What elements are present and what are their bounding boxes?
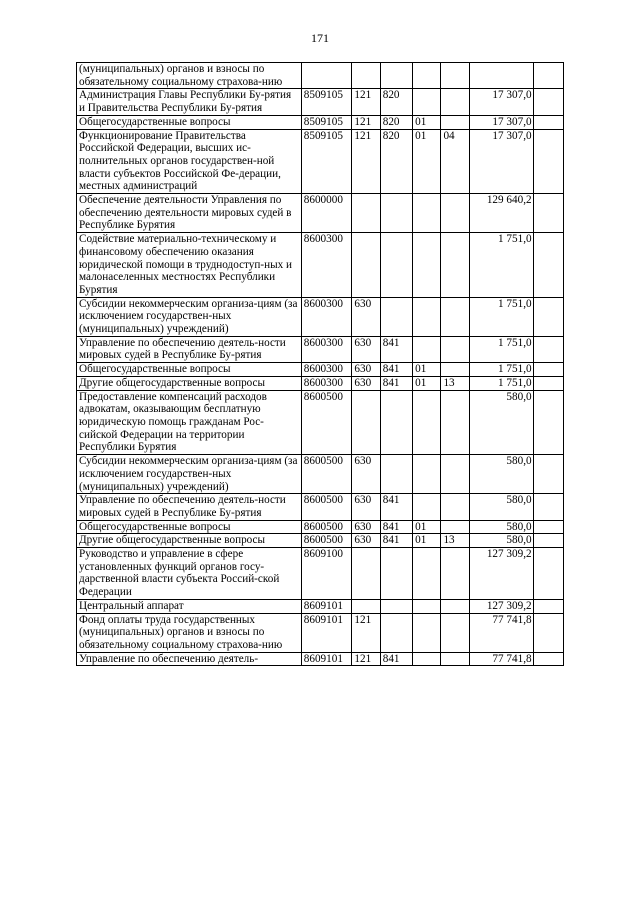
row-name-cell: Центральный аппарат (77, 599, 302, 613)
row-name-cell: Управление по обеспечению деятель- (77, 652, 302, 666)
subsection-cell: 13 (441, 376, 469, 390)
subsection-cell (441, 336, 469, 362)
empty-cell (533, 455, 563, 494)
table-row (77, 534, 564, 548)
empty-cell (533, 63, 563, 89)
amount-cell: 580,0 (469, 534, 533, 548)
table-row (77, 363, 564, 377)
expense-type-cell (352, 548, 380, 600)
subsection-cell (441, 63, 469, 89)
table-row (77, 336, 564, 362)
ministry-code-cell (380, 548, 412, 600)
target-article-cell: 8600500 (301, 494, 352, 520)
section-cell (413, 63, 441, 89)
table-row (77, 548, 564, 600)
section-cell (413, 390, 441, 455)
target-article-cell: 8600500 (301, 390, 352, 455)
subsection-cell (441, 89, 469, 115)
budget-table (76, 62, 564, 666)
section-cell: 01 (413, 520, 441, 534)
row-name-cell: Субсидии некоммерческим организа-циям (за исключением государствен-ных (муниципальных) учреждений) (77, 455, 302, 494)
expense-type-cell: 121 (352, 89, 380, 115)
amount-cell: 17 307,0 (469, 115, 533, 129)
table-row (77, 613, 564, 652)
empty-cell (533, 129, 563, 194)
row-name-cell: Общегосударственные вопросы (77, 363, 302, 377)
section-cell: 01 (413, 376, 441, 390)
amount-cell: 580,0 (469, 494, 533, 520)
amount-cell: 77 741,8 (469, 652, 533, 666)
expense-type-cell: 630 (352, 297, 380, 336)
row-name-cell: (муниципальных) органов и взносы по обязательному социальному страхова-нию (77, 63, 302, 89)
section-cell (413, 494, 441, 520)
expense-type-cell: 630 (352, 494, 380, 520)
target-article-cell: 8609101 (301, 599, 352, 613)
ministry-code-cell: 841 (380, 363, 412, 377)
row-name-cell: Субсидии некоммерческим организа-циям (за исключением государствен-ных (муниципальных) учреждений) (77, 297, 302, 336)
empty-cell (533, 520, 563, 534)
ministry-code-cell (380, 390, 412, 455)
table-row (77, 194, 564, 233)
subsection-cell (441, 599, 469, 613)
section-cell: 01 (413, 115, 441, 129)
empty-cell (533, 534, 563, 548)
subsection-cell: 04 (441, 129, 469, 194)
amount-cell: 1 751,0 (469, 233, 533, 298)
expense-type-cell (352, 63, 380, 89)
ministry-code-cell: 841 (380, 376, 412, 390)
target-article-cell: 8509105 (301, 89, 352, 115)
empty-cell (533, 613, 563, 652)
target-article-cell (301, 63, 352, 89)
target-article-cell: 8600300 (301, 336, 352, 362)
ministry-code-cell (380, 613, 412, 652)
target-article-cell: 8609101 (301, 652, 352, 666)
ministry-code-cell: 841 (380, 652, 412, 666)
ministry-code-cell: 820 (380, 115, 412, 129)
ministry-code-cell (380, 599, 412, 613)
row-name-cell: Функционирование Правительства Российской Федерации, высших ис-полнительных органов государствен-ной власти субъектов Российской Фе-дерации, местных администраций (77, 129, 302, 194)
section-cell (413, 336, 441, 362)
amount-cell: 1 751,0 (469, 376, 533, 390)
amount-cell: 580,0 (469, 520, 533, 534)
expense-type-cell: 630 (352, 534, 380, 548)
amount-cell: 580,0 (469, 455, 533, 494)
empty-cell (533, 652, 563, 666)
section-cell (413, 613, 441, 652)
table-row (77, 652, 564, 666)
row-name-cell: Управление по обеспечению деятель-ности мировых судей в Республике Бу-рятия (77, 336, 302, 362)
subsection-cell (441, 115, 469, 129)
empty-cell (533, 548, 563, 600)
subsection-cell (441, 494, 469, 520)
table-row (77, 494, 564, 520)
section-cell (413, 297, 441, 336)
subsection-cell (441, 520, 469, 534)
amount-cell (469, 63, 533, 89)
ministry-code-cell: 841 (380, 534, 412, 548)
table-row (77, 390, 564, 455)
amount-cell: 17 307,0 (469, 129, 533, 194)
expense-type-cell: 121 (352, 613, 380, 652)
expense-type-cell: 121 (352, 129, 380, 194)
empty-cell (533, 89, 563, 115)
row-name-cell: Другие общегосударственные вопросы (77, 534, 302, 548)
amount-cell: 1 751,0 (469, 297, 533, 336)
row-name-cell: Фонд оплаты труда государственных (муниципальных) органов и взносы по обязательному социальному страхова-нию (77, 613, 302, 652)
target-article-cell: 8600500 (301, 534, 352, 548)
table-row (77, 599, 564, 613)
subsection-cell (441, 455, 469, 494)
subsection-cell (441, 613, 469, 652)
section-cell (413, 233, 441, 298)
table-row (77, 455, 564, 494)
amount-cell: 1 751,0 (469, 336, 533, 362)
row-name-cell: Содействие материально-техническому и финансовому обеспечению оказания юридической помощи в труднодоступ-ных и малонаселенных местностях Республики Бурятия (77, 233, 302, 298)
amount-cell: 77 741,8 (469, 613, 533, 652)
ministry-code-cell (380, 297, 412, 336)
section-cell (413, 652, 441, 666)
ministry-code-cell (380, 455, 412, 494)
subsection-cell (441, 390, 469, 455)
target-article-cell: 8600500 (301, 455, 352, 494)
expense-type-cell: 630 (352, 520, 380, 534)
empty-cell (533, 336, 563, 362)
empty-cell (533, 194, 563, 233)
table-row (77, 233, 564, 298)
row-name-cell: Обеспечение деятельности Управления по обеспечению деятельности мировых судей в Республике Бурятия (77, 194, 302, 233)
target-article-cell: 8609101 (301, 613, 352, 652)
row-name-cell: Другие общегосударственные вопросы (77, 376, 302, 390)
empty-cell (533, 115, 563, 129)
table-row (77, 376, 564, 390)
empty-cell (533, 297, 563, 336)
amount-cell: 1 751,0 (469, 363, 533, 377)
expense-type-cell (352, 599, 380, 613)
row-name-cell: Управление по обеспечению деятель-ности мировых судей в Республике Бу-рятия (77, 494, 302, 520)
row-name-cell: Общегосударственные вопросы (77, 115, 302, 129)
expense-type-cell (352, 390, 380, 455)
subsection-cell (441, 548, 469, 600)
section-cell: 01 (413, 534, 441, 548)
empty-cell (533, 233, 563, 298)
table-row (77, 89, 564, 115)
target-article-cell: 8600300 (301, 233, 352, 298)
expense-type-cell: 121 (352, 652, 380, 666)
table-row (77, 115, 564, 129)
ministry-code-cell: 820 (380, 89, 412, 115)
target-article-cell: 8600000 (301, 194, 352, 233)
table-row (77, 129, 564, 194)
row-name-cell: Руководство и управление в сфере установленных функций органов госу-дарственной власти субъекта Россий-ской Федерации (77, 548, 302, 600)
table-row (77, 297, 564, 336)
section-cell (413, 455, 441, 494)
target-article-cell: 8600300 (301, 297, 352, 336)
section-cell (413, 599, 441, 613)
row-name-cell: Администрация Главы Республики Бу-рятия и Правительства Республики Бу-рятия (77, 89, 302, 115)
target-article-cell: 8509105 (301, 115, 352, 129)
ministry-code-cell: 841 (380, 494, 412, 520)
ministry-code-cell: 841 (380, 336, 412, 362)
amount-cell: 127 309,2 (469, 548, 533, 600)
subsection-cell (441, 297, 469, 336)
target-article-cell: 8600300 (301, 363, 352, 377)
expense-type-cell (352, 233, 380, 298)
expense-type-cell: 630 (352, 363, 380, 377)
empty-cell (533, 494, 563, 520)
section-cell: 01 (413, 129, 441, 194)
ministry-code-cell: 820 (380, 129, 412, 194)
page-number: 171 (311, 31, 329, 45)
target-article-cell: 8509105 (301, 129, 352, 194)
subsection-cell (441, 233, 469, 298)
expense-type-cell: 630 (352, 336, 380, 362)
section-cell: 01 (413, 363, 441, 377)
subsection-cell: 13 (441, 534, 469, 548)
empty-cell (533, 599, 563, 613)
expense-type-cell: 630 (352, 455, 380, 494)
expense-type-cell (352, 194, 380, 233)
target-article-cell: 8600500 (301, 520, 352, 534)
amount-cell: 127 309,2 (469, 599, 533, 613)
target-article-cell: 8609100 (301, 548, 352, 600)
section-cell (413, 89, 441, 115)
subsection-cell (441, 652, 469, 666)
subsection-cell (441, 194, 469, 233)
subsection-cell (441, 363, 469, 377)
ministry-code-cell (380, 233, 412, 298)
table-row (77, 63, 564, 89)
row-name-cell: Предоставление компенсаций расходов адвокатам, оказывающим бесплатную юридическую помощь гражданам Рос-сийской Федерации на территории Республики Бурятия (77, 390, 302, 455)
expense-type-cell: 121 (352, 115, 380, 129)
amount-cell: 17 307,0 (469, 89, 533, 115)
ministry-code-cell (380, 63, 412, 89)
budget-table-body (77, 63, 564, 666)
empty-cell (533, 376, 563, 390)
row-name-cell: Общегосударственные вопросы (77, 520, 302, 534)
section-cell (413, 194, 441, 233)
table-row (77, 520, 564, 534)
section-cell (413, 548, 441, 600)
amount-cell: 580,0 (469, 390, 533, 455)
ministry-code-cell: 841 (380, 520, 412, 534)
expense-type-cell: 630 (352, 376, 380, 390)
empty-cell (533, 363, 563, 377)
empty-cell (533, 390, 563, 455)
amount-cell: 129 640,2 (469, 194, 533, 233)
ministry-code-cell (380, 194, 412, 233)
target-article-cell: 8600300 (301, 376, 352, 390)
